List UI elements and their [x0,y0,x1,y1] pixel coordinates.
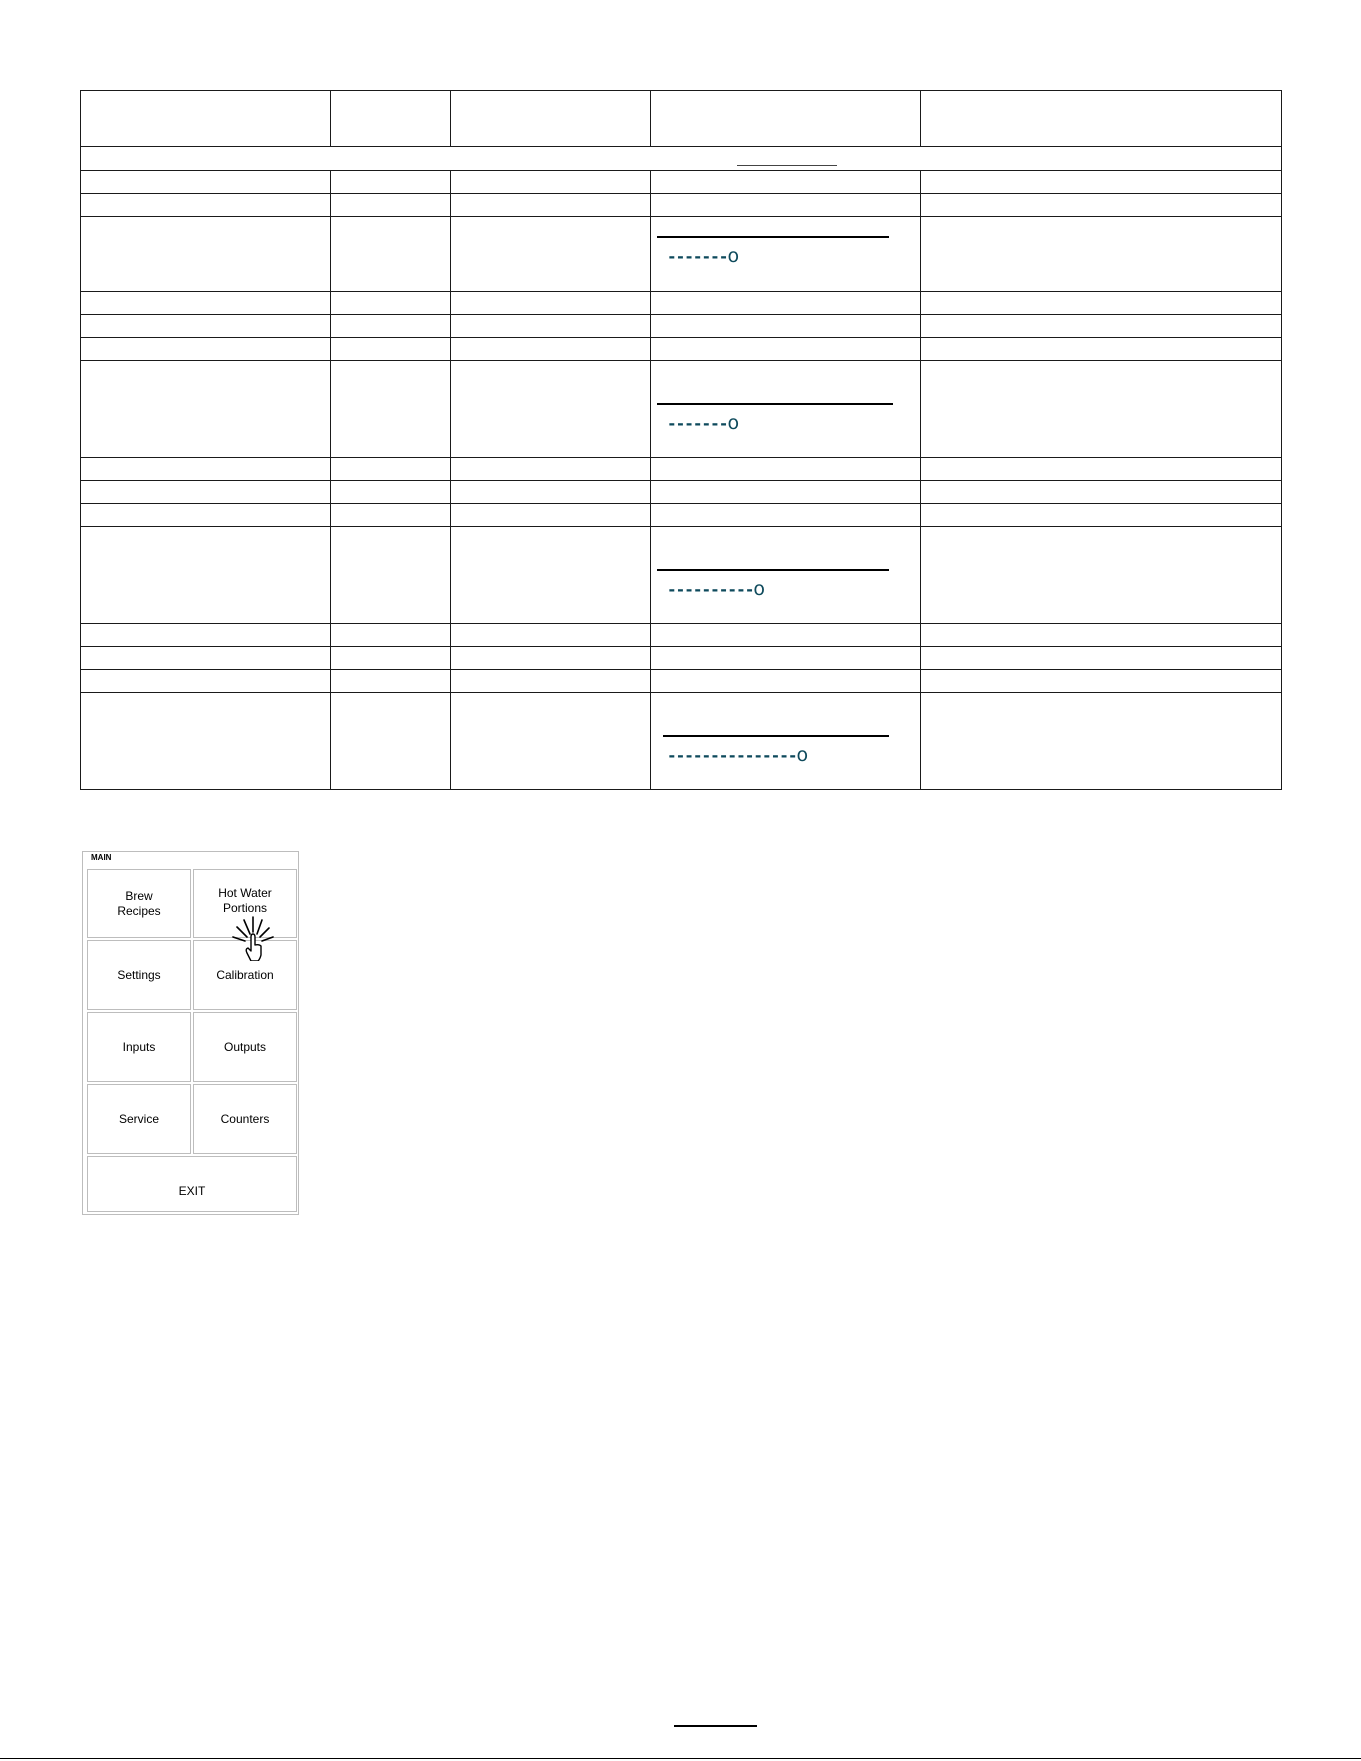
table-row [81,292,1282,315]
calibration-button[interactable]: Calibration [193,940,297,1010]
hot-water-portions-button[interactable]: Hot Water Portions [193,869,297,938]
table-row [81,194,1282,217]
wiring-cell [651,527,921,624]
exit-button[interactable]: EXIT [87,1156,297,1212]
counters-button[interactable]: Counters [193,1084,297,1154]
terminal-symbol: o [796,744,809,766]
table-row [81,693,1282,790]
wire-dashes: ------- [667,414,728,433]
wiring-cell [651,217,921,292]
wiring-cell [651,693,921,790]
wire-terminal [667,247,739,266]
table-row [81,527,1282,624]
table-row [81,217,1282,292]
main-menu-panel [82,851,299,1215]
table-row [81,647,1282,670]
wire-dashes: ------- [667,247,728,266]
wire-line [663,735,889,737]
table-row [81,504,1282,527]
table-row [81,338,1282,361]
wire-terminal [667,414,739,433]
terminal-symbol: o [727,412,740,434]
panel-title: MAIN [91,853,112,862]
brew-recipes-button[interactable]: Brew Recipes [87,869,191,938]
wire-dashes: ---------- [667,580,754,599]
terminal-symbol: o [753,578,765,600]
terminal-symbol: o [727,245,740,267]
wire-terminal [667,580,765,599]
section-underline [737,165,837,166]
footer-underline [674,1725,757,1727]
wire-dashes: --------------- [667,746,797,765]
table-row [81,361,1282,458]
table-row [81,481,1282,504]
service-button[interactable]: Service [87,1084,191,1154]
inputs-button[interactable]: Inputs [87,1012,191,1082]
hand-tap-icon [231,915,275,961]
outputs-button[interactable]: Outputs [193,1012,297,1082]
table-row [81,624,1282,647]
table-section-row [81,147,1282,171]
wire-terminal [667,746,808,765]
wiring-cell [651,361,921,458]
settings-button[interactable]: Settings [87,940,191,1010]
wire-line [657,403,893,405]
table-row [81,315,1282,338]
table-header-row [81,91,1282,147]
table-row [81,458,1282,481]
wire-line [657,569,889,571]
table-row [81,670,1282,693]
wire-line [657,236,889,238]
spec-table [80,90,1282,790]
page-bottom-rule [0,1758,1361,1759]
table-row [81,171,1282,194]
